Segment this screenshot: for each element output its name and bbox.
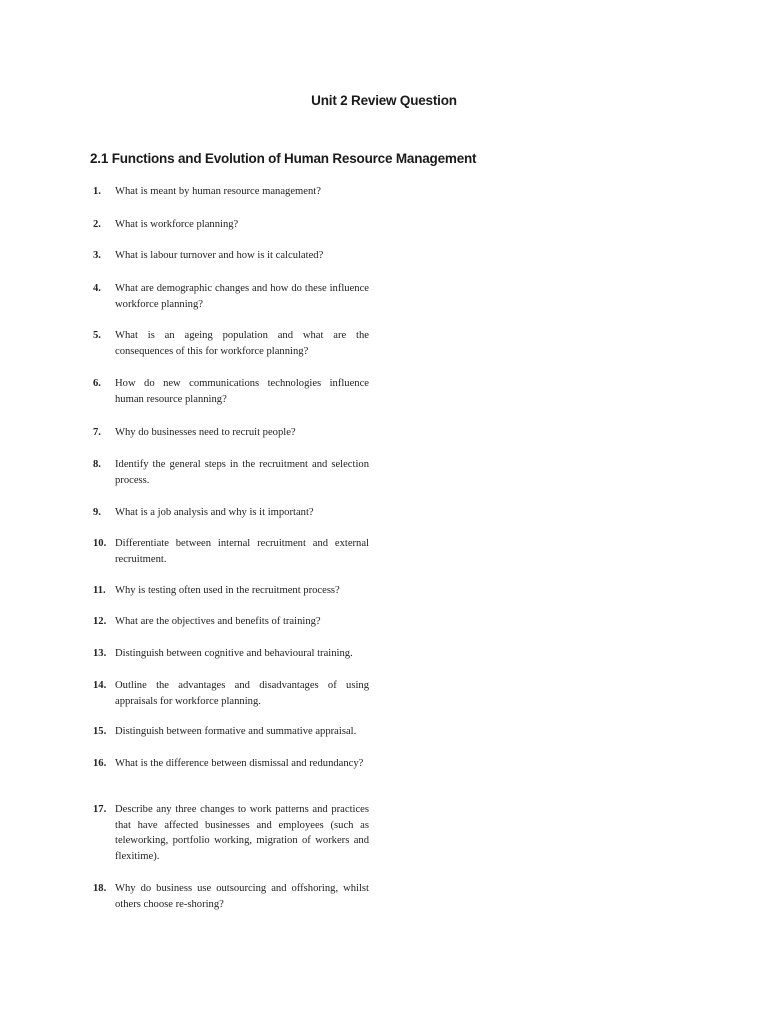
question-number: 4. <box>93 283 101 294</box>
question-text: Why do businesses need to recruit people? <box>115 427 296 438</box>
question-number: 9. <box>93 507 101 518</box>
question-item <box>93 678 369 709</box>
question-text: What is meant by human resource management? <box>115 186 321 197</box>
question-text: How do new communications technologies influence human resource planning? <box>115 378 369 405</box>
question-item <box>93 646 369 662</box>
question-number: 5. <box>93 330 101 341</box>
question-text: Distinguish between cognitive and behavioural training. <box>115 648 353 659</box>
question-text: Why do business use outsourcing and offshoring, whilst others choose re-shoring? <box>115 883 369 910</box>
question-number: 7. <box>93 427 101 438</box>
question-text: Describe any three changes to work patterns and practices that have affected businesses and employees (such as teleworking, portfolio working, migration of workers and flexitime). <box>115 804 369 862</box>
question-text: Distinguish between formative and summative appraisal. <box>115 726 357 737</box>
question-number: 13. <box>93 648 107 659</box>
question-number: 18. <box>93 883 107 894</box>
question-item <box>93 248 369 264</box>
question-text: What is an ageing population and what are the consequences of this for workforce planning? <box>115 330 369 357</box>
question-item <box>93 881 369 912</box>
page-title: Unit 2 Review Question <box>311 93 457 108</box>
question-text: Identify the general steps in the recruitment and selection process. <box>115 459 369 486</box>
question-item <box>93 756 369 772</box>
question-number: 6. <box>93 378 101 389</box>
question-item <box>93 457 369 488</box>
question-text: Outline the advantages and disadvantages of using appraisals for workforce planning. <box>115 680 369 707</box>
question-item <box>93 724 369 740</box>
question-item <box>93 802 369 864</box>
question-number: 15. <box>93 726 107 737</box>
question-text: Differentiate between internal recruitment and external recruitment. <box>115 538 369 565</box>
question-number: 12. <box>93 616 107 627</box>
question-item <box>93 583 369 599</box>
question-item <box>93 217 369 233</box>
question-item <box>93 505 369 521</box>
question-number: 3. <box>93 250 101 261</box>
question-text: What are the objectives and benefits of training? <box>115 616 321 627</box>
question-item <box>93 184 369 200</box>
section-heading: 2.1 Functions and Evolution of Human Resource Management <box>90 151 477 166</box>
question-number: 11. <box>93 585 106 596</box>
question-item <box>93 614 369 630</box>
question-text: What is labour turnover and how is it calculated? <box>115 250 324 261</box>
question-text: What is workforce planning? <box>115 219 239 230</box>
question-text: What is a job analysis and why is it important? <box>115 507 314 518</box>
question-text: What are demographic changes and how do these influence workforce planning? <box>115 283 369 310</box>
question-item <box>93 376 369 407</box>
question-item <box>93 281 369 312</box>
question-text: Why is testing often used in the recruitment process? <box>115 585 340 596</box>
question-number: 8. <box>93 459 101 470</box>
question-text: What is the difference between dismissal and redundancy? <box>115 758 364 769</box>
question-item <box>93 328 369 359</box>
question-number: 2. <box>93 219 101 230</box>
question-number: 16. <box>93 758 107 769</box>
question-number: 10. <box>93 538 107 549</box>
question-item <box>93 536 369 567</box>
question-item <box>93 425 369 441</box>
question-number: 14. <box>93 680 107 691</box>
question-number: 17. <box>93 804 107 815</box>
question-number: 1. <box>93 186 101 197</box>
